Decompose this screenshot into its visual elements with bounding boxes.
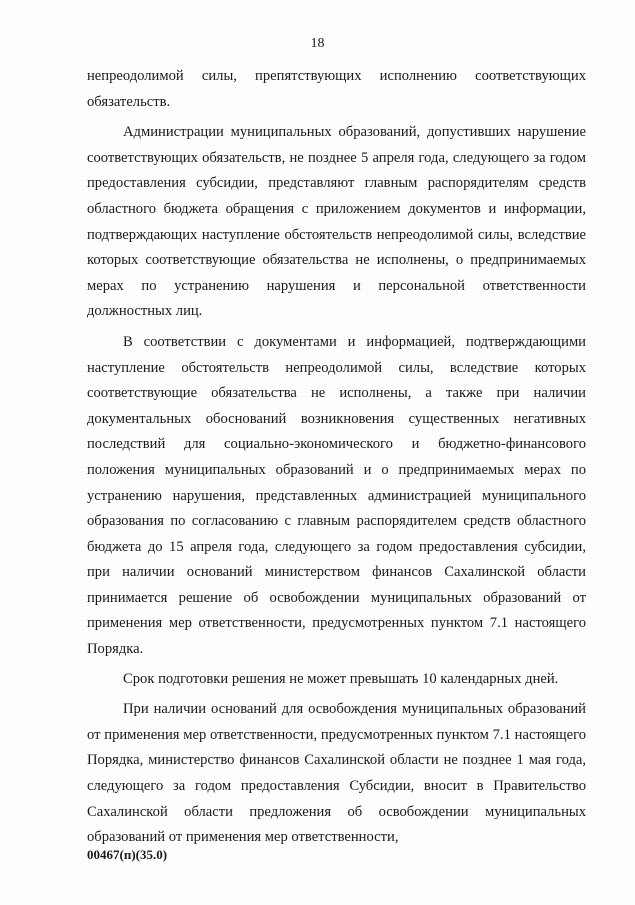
paragraph-continuation: непреодолимой силы, препятствующих исполнению соответствующих обязательств. [87, 68, 586, 110]
paragraph-decision-deadline: Срок подготовки решения не может превышать 10 календарных дней. [123, 670, 559, 687]
body-text [87, 64, 586, 851]
page-number: 18 [310, 36, 325, 51]
paragraph-exemption-conditions: В соответствии с документами и информацией, подтверждающими наступление обстоятельств непреодолимой силы, вследствие которых соответствующие обязательства не исполнены, а также при наличии документальных обоснований возникновения существенных негативных последствий для социально-экономического и бюджетно-финансового положения муниципальных образований и о предпринимаемых мерах по устранению нарушения, представленных администрацией муниципального образования по согласованию с главным распорядителем средств областного бюджета до 15 апреля года, следующего за годом предоставления субсидии, при наличии оснований министерством финансов Сахалинской области принимается решение об освобождении муниципальных образований от применения мер ответственности, предусмотренных пунктом 7.1 настоящего Порядка. [87, 333, 586, 658]
document-code: 00467(п)(35.0) [87, 847, 168, 862]
paragraph-administrations: Администрации муниципальных образований, допустивших нарушение соответствующих обязательств, не позднее 5 апреля года, следующего за годом предоставления субсидии, представляют главным распорядителям средств областного бюджета обращения с приложением документов и информации, подтверждающих наступление обстоятельств непреодолимой силы, вследствие которых соответствующие обязательства не исполнены, о предпринимаемых мерах по устранению нарушения и персональной ответственности должностных лиц. [87, 124, 586, 320]
paragraph-government-proposal: При наличии оснований для освобождения муниципальных образований от применения мер ответственности, предусмотренных пунктом 7.1 настоящего Порядка, министерство финансов Сахалинской области не позднее 1 мая года, следующего за годом предоставления Субсидии, вносит в Правительство Сахалинской области предложения об освобождении муниципальных образований от применения мер ответственности, [87, 701, 586, 846]
